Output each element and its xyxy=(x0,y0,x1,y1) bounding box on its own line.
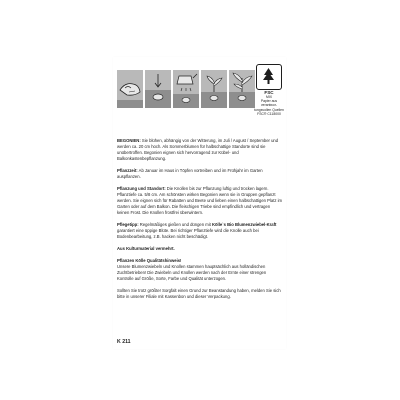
sprout-icon xyxy=(201,70,227,108)
section-heading: Aus Kulturmaterial vermehrt. xyxy=(117,246,175,251)
planting-depth-icon xyxy=(145,70,171,108)
fsc-mix: MIX xyxy=(265,95,273,99)
section-body: Die Knollen bis zur Pflanzung luftig und trocken lagern. Pflanztiefe ca. 5/8 cm. Am schönsten wirken Begonien wenn sie in Gruppen gepflanzt werden. Sie eignen sich für Rabatten und Beete und lieben einen halbschattigen Platz im Garten oder auf dem Balkon. Die fleischigen Triebe sind empfindlich und vertragen keinen Frost. Die Knollen frostfrei überwintern. xyxy=(117,186,283,215)
brand-name: Kölle`s Bio Blumenzwiebel-Kraft xyxy=(211,222,277,227)
section-heading: Pflanzzeit: xyxy=(117,168,138,173)
fsc-line2: Papier aus verantwor- xyxy=(260,99,278,108)
instruction-text xyxy=(117,138,283,306)
section-body: Sollten Sie trotz größter Sorgfalt einen Grund zur Beanstandung haben, melden Sie sich bitte in unserer Filiale mit Kassenbon und dieser Verpackung. xyxy=(117,288,281,299)
section-body: Regelmäßiges gießen und düngen mit xyxy=(138,222,212,227)
section-heading: Pflanzung und Standort: xyxy=(117,186,166,191)
watering-icon xyxy=(173,70,199,108)
section-pflegetipp xyxy=(117,222,283,240)
section-sorgfalt xyxy=(117,288,283,300)
section-body: Ab Januar im Haus in Töpfen vortreiben und im Frühjahr im Garten auspflanzen. xyxy=(117,168,263,179)
tuber-in-hand-icon xyxy=(117,70,143,108)
fsc-logo-icon xyxy=(256,64,282,90)
section-body: garantiert eine üppige Blüte. Bei richtiger Pflanztiefe wird die Knolle auch bei Bodenbearbeitung, z.B. hacken nicht beschädigt. xyxy=(117,228,259,239)
fsc-line3: tungsvollen Quellen xyxy=(254,107,284,112)
section-heading: Pflegetipp: xyxy=(117,222,139,227)
growing-plant-icon xyxy=(229,70,255,108)
section-heading: Pflanzen Kölle Qualitätshinweis! xyxy=(117,258,182,263)
fsc-license: FSC® C118000 xyxy=(257,111,281,116)
product-code: K 211 xyxy=(117,339,131,345)
section-kultur xyxy=(117,246,283,252)
fsc-logo-text: FSC xyxy=(264,90,274,95)
section-beginnen xyxy=(117,138,283,162)
section-pflanzung xyxy=(117,186,283,216)
section-qualitaet xyxy=(117,258,283,282)
fsc-certification xyxy=(254,64,284,120)
section-heading: BEGONIEN: xyxy=(117,138,141,143)
section-pflanzzeit xyxy=(117,168,283,180)
section-body: Unsere Blumenzwiebeln und Knollen stammen hauptsächlich aus holländischen Zuchtbetrieben! Die Zwiebeln und Knollen werden nach der Ernte einer strengen Kontrolle auf Größe, Sorte, Farbe und Qualität unterzogen. xyxy=(117,264,267,281)
section-body: Sie blühen, abhängig von der Witterung, im Juli / August / September und werden ca. 20 cm hoch. Als Sommerblumen für halbschattige Standorte sind sie unübertroffen. Begonien eignen sich hervorragend zur Kübel- und Balkonkastenbepflanzung. xyxy=(117,138,279,161)
